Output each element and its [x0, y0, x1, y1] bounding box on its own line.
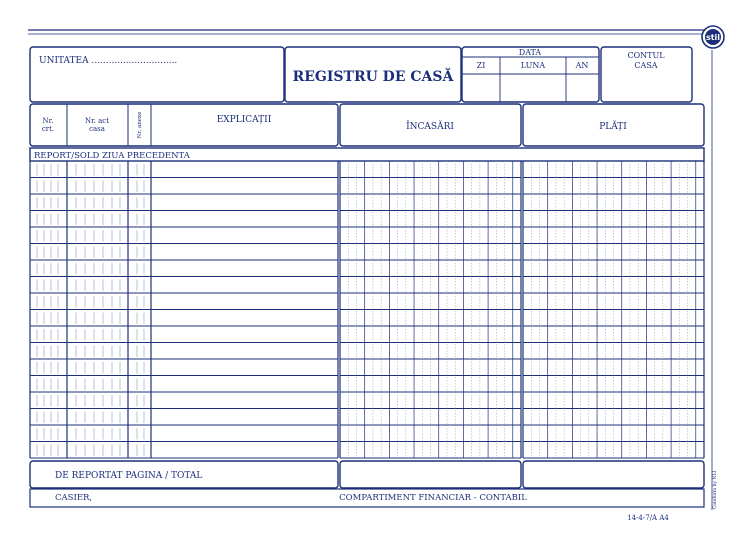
logo-text: stil — [705, 33, 721, 42]
stil-logo — [702, 26, 724, 48]
col-act-2: casa — [89, 125, 105, 133]
unit-label: UNITATEA .............................. — [39, 56, 178, 66]
finance-dept-label: COMPARTIMENT FINANCIAR - CONTABIL — [339, 493, 527, 503]
date-year-label: AN — [575, 61, 589, 70]
col-nr-crt-2: crt. — [41, 125, 55, 133]
cashier-label: CASIER, — [55, 493, 93, 503]
account-label-2: CASA — [634, 61, 658, 70]
side-text: Comform by NLI — [713, 470, 718, 510]
col-payments: PLĂȚI — [599, 122, 627, 132]
form-title: REGISTRU DE CASĂ — [292, 69, 454, 85]
date-label: DATA — [518, 48, 542, 57]
account-label-1: CONTUL — [627, 51, 665, 60]
col-act-1: Nr. act — [84, 117, 110, 125]
col-receipts: ÎNCASĂRI — [406, 122, 454, 132]
date-month-label: LUNA — [520, 61, 546, 70]
carry-previous-label: REPORT/SOLD ZIUA PRECEDENTA — [34, 151, 190, 161]
carry-forward-label: DE REPORTAT PAGINA / TOTAL — [55, 471, 203, 481]
form-code: 14-4-7/A A4 — [627, 514, 669, 522]
date-day-label: ZI — [476, 61, 486, 70]
col-annex: Nr. anexe — [137, 111, 143, 139]
col-explanation: EXPLICAȚII — [216, 115, 272, 125]
col-nr-crt-1: Nr. — [42, 117, 54, 125]
